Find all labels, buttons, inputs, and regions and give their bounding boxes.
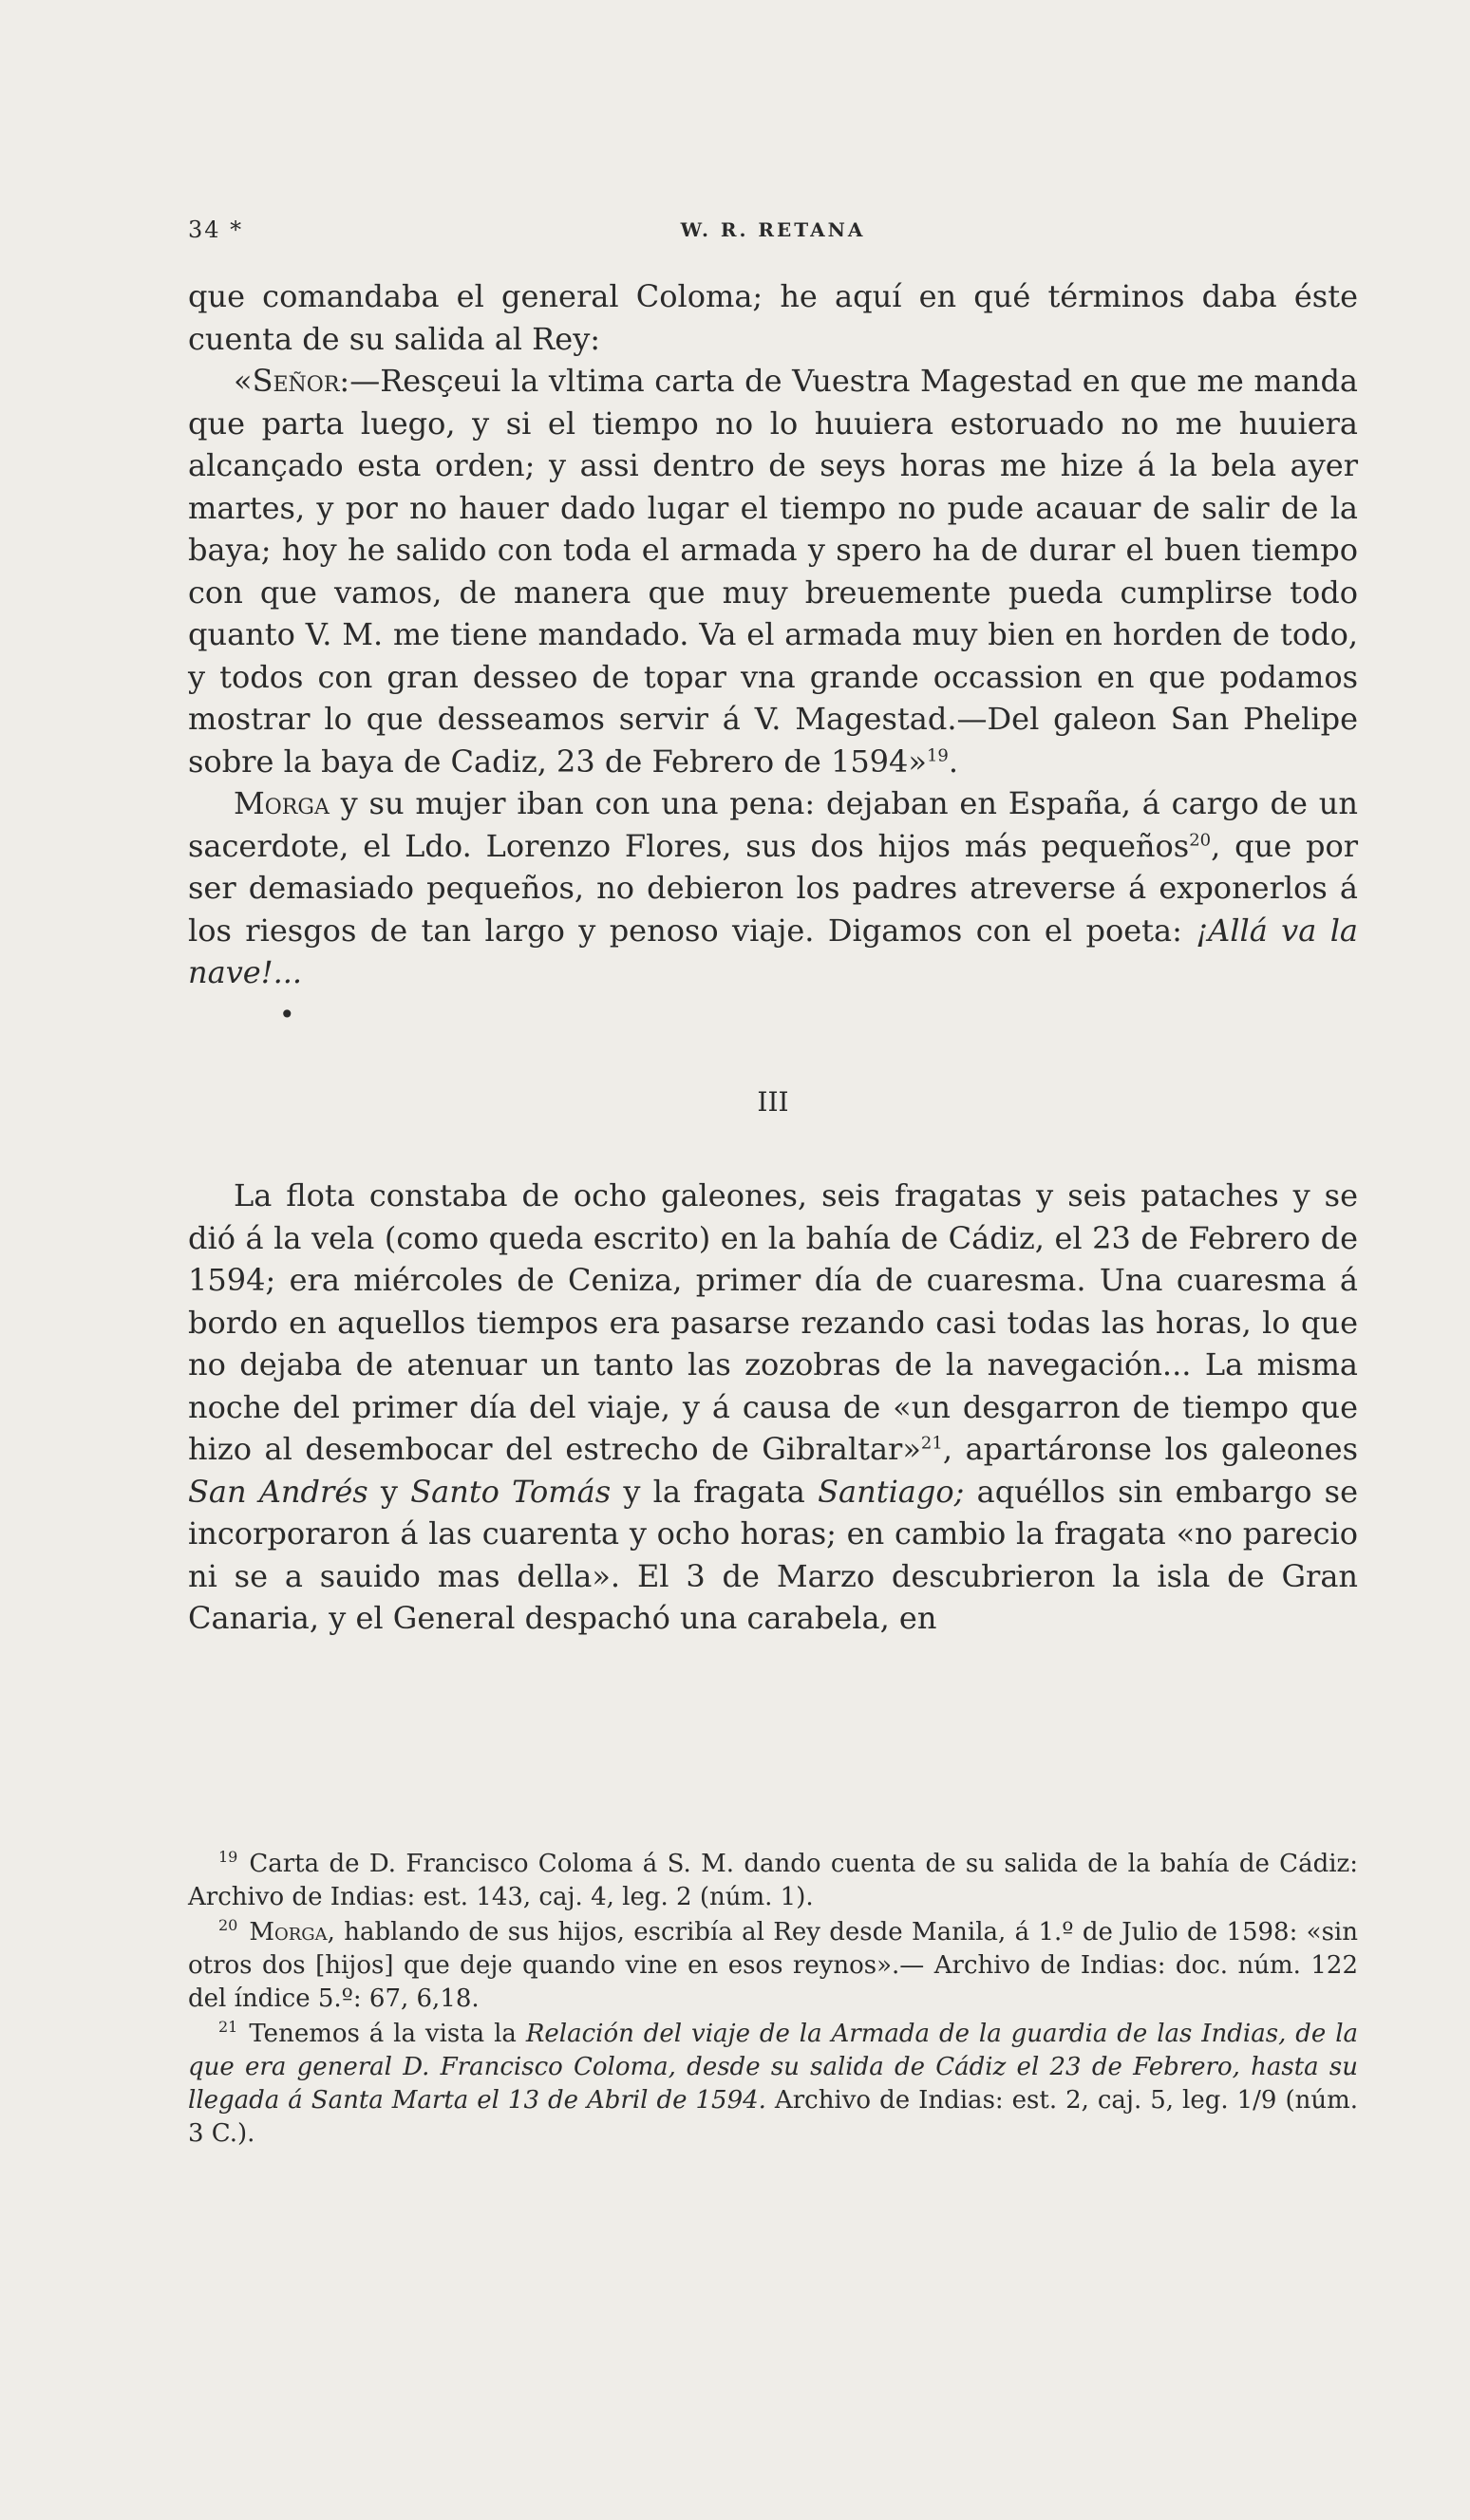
paragraph-3-text-b: , que por ser demasiado pequeños, no debieron los padres atreverse á exponerlos á los riesgos de tan largo y penoso viaje. Digamos con el poeta: xyxy=(188,827,1359,949)
paragraph-4 xyxy=(188,1175,1358,1640)
paragraph-1 xyxy=(188,275,1358,360)
poet-quote: ¡Allá va la nave!... xyxy=(188,912,1358,990)
author-name: Morga xyxy=(249,1918,328,1946)
document-title: Relación del viaje de la Armada de la guardia de las Indias, de la que era general D. Francisco Coloma, desde su salida de Cádiz el 23 de Febrero, hasta su llegada á Santa Marta el 13 de Abril de 1594. xyxy=(188,2020,1359,2115)
running-head: W. R. RETANA xyxy=(680,218,866,241)
section-heading: III xyxy=(757,1085,789,1118)
paragraph-3-text-a: y su mujer iban con una pena: dejaban en España, á cargo de un sacerdote, el Ldo. Lorenzo Flores, sus dos hijos más pequeños xyxy=(188,785,1358,864)
footnote-text-a: Tenemos á la vista la xyxy=(249,2020,526,2048)
salutation: Señor xyxy=(252,363,340,399)
footnote-21 xyxy=(188,2018,1358,2151)
ship-name-santiago: Santiago; xyxy=(818,1473,965,1510)
page-header xyxy=(188,216,1358,245)
ship-name-san-andres: San Andrés xyxy=(188,1473,368,1510)
paragraph-4-text-d: y la fragata xyxy=(611,1473,819,1510)
paragraph-4-text-e: aquéllos sin embargo se incorporaron á las cuarenta y ocho horas; en cambio la fragata «no parecio ni se a sauido mas della». El 3 de Marzo descubrieron la isla de Gran Canaria, y el General despachó una carabela, en xyxy=(188,1473,1359,1636)
paragraph-4-text-c: y xyxy=(368,1473,411,1510)
footnote-ref-20[interactable]: 20 xyxy=(1189,829,1212,850)
paragraph-1-text: que comandaba el general Coloma; he aquí en qué términos daba éste cuenta de su salida al Rey: xyxy=(188,278,1358,357)
author-name: Morga xyxy=(234,785,330,821)
footnote-text: Carta de D. Francisco Coloma á S. M. dando cuenta de su salida de la bahía de Cádiz: Archivo de Indias: est. 143, caj. 4, leg. 2 (núm. 1). xyxy=(188,1850,1358,1911)
footnote-number: 19 xyxy=(218,1848,238,1867)
main-text xyxy=(188,275,1358,1640)
ship-name-santo-tomas: Santo Tomás xyxy=(410,1473,612,1510)
letter-text: :—Resçeui la vltima carta de Vuestra Magestad en que me manda que parta luego, y si el tiempo no lo huuiera estoruado no me huuiera alcançado esta orden; y assi dentro de seys horas me hize á la bela ayer martes, y por no hauer dado lugar el tiempo no pude acauar de salir de la baya; hoy he salido con toda el armada y spero ha de durar el buen tiempo con que vamos, de manera que muy breuemente pueda cumplirse todo quanto V. M. me tiene mandado. Va el armada muy bien en horden de todo, y todos con gran desseo de topar vna grande occassion en que podamos mostrar lo que desseamos servir á V. Magestad.—Del galeon San Phelipe sobre la baya de Cadiz, 23 de Febrero de 1594» xyxy=(188,363,1358,780)
footnote-19 xyxy=(188,1848,1358,1914)
quote-open: « xyxy=(234,363,253,399)
bullet-mark: • xyxy=(279,998,295,1030)
paragraph-3 xyxy=(188,782,1358,994)
footnote-text-b: Archivo de Indias: est. 2, caj. 5, leg. 1/9 (núm. 3 C.). xyxy=(188,2086,1358,2148)
footnote-20 xyxy=(188,1916,1358,2016)
footnote-text: , hablando de sus hijos, escribía al Rey desde Manila, á 1.º de Julio de 1598: «sin otros dos [hijos] que deje quando vine en esos reynos».— Archivo de Indias: doc. núm. 122 del índice 5.º: 67, 6,18. xyxy=(188,1918,1358,2013)
footnote-number: 21 xyxy=(218,2018,238,2037)
footnote-ref-19[interactable]: 19 xyxy=(926,744,949,765)
paragraph-4-text-a: La flota constaba de ocho galeones, seis fragatas y seis pataches y se dió á la vela (como queda escrito) en la bahía de Cádiz, el 23 de Febrero de 1594; era miércoles de Ceniza, primer día de cuaresma. Una cuaresma á bordo en aquellos tiempos era pasarse rezando casi todas las horas, lo que no dejaba de atenuar un tanto las zozobras de la navegación... La misma noche del primer día del viaje, y á causa de «un desgarron de tiempo que hizo al desembocar del estrecho de Gibraltar» xyxy=(188,1177,1358,1467)
footnote-ref-21[interactable]: 21 xyxy=(920,1433,943,1454)
page-number: 34 * xyxy=(188,216,244,243)
paragraph-4-text-b: , apartáronse los galeones xyxy=(942,1431,1359,1467)
footnotes xyxy=(188,1848,1358,2153)
paragraph-2 xyxy=(188,360,1358,782)
footnote-number: 20 xyxy=(218,1916,238,1935)
period: . xyxy=(948,743,959,780)
